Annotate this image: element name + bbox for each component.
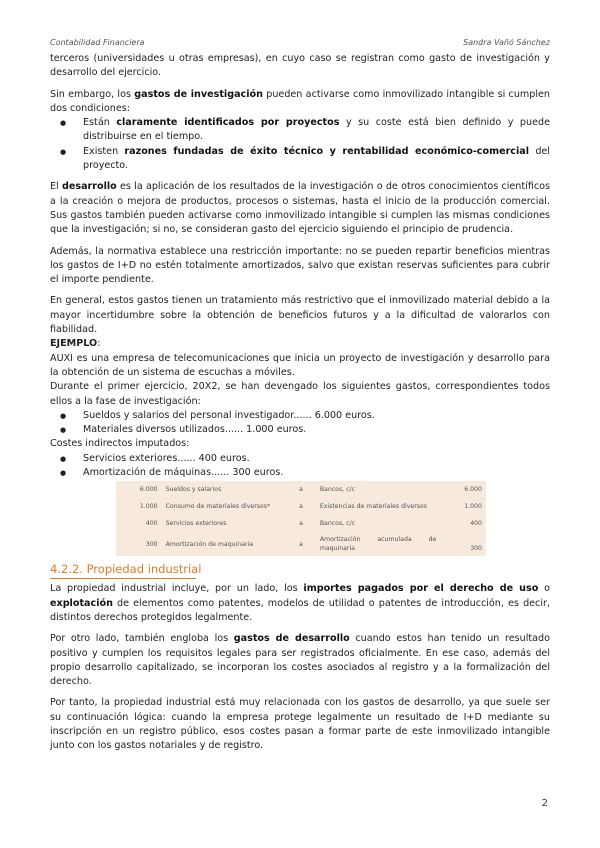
credit-amount: 1.000 [464, 503, 482, 511]
credit-account: Existencias de materiales diversos [319, 503, 428, 511]
header-author: Sandra Vañó Sánchez [463, 38, 550, 47]
conditions-list [50, 116, 550, 173]
table-row [116, 515, 486, 532]
paragraph-industrial-property: La propiedad industrial incluye, por un lado, los importes pagados por el derecho de uso o explotación de elementos como patentes, modelos de utilidad o patentes de introducción, es decir, distintos derechos protegidos legalmente. [50, 583, 550, 623]
debit-account: Consumo de materiales diversos* [165, 503, 271, 511]
section-heading: 4.2.2. Propiedad industrial [50, 562, 550, 579]
list-item: ● Existen razones fundadas de éxito técnico y rentabilidad económico-comercial del proyecto. [50, 145, 550, 174]
entry-separator: a [299, 540, 303, 548]
debit-amount: 300 [145, 540, 158, 548]
paragraph-restriction: Además, la normativa establece una restricción importante: no se pueden repartir beneficios mientras los gastos de I+D no estén totalmente amortizados, salvo que existan reservas suficientes para cubrir el importe pendiente. [50, 245, 550, 286]
example-period: Durante el primer ejercicio, 20X2, se han devengado los siguientes gastos, correspondientes todos ellos a la fase de investigación: [50, 381, 550, 407]
list-item: ● Sueldos y salarios del personal investigador...... 6.000 euros. [50, 409, 550, 423]
table-row [116, 532, 486, 556]
journal-entry-table [116, 481, 486, 556]
paragraph-development: El desarrollo es la aplicación de los resultados de la investigación o de otros conocimientos científicos a la creación o mejora de productos, procesos o sistemas, hasta el inicio de la producción comercial. Sus gastos también pueden activarse como inmovilizado intangible si cumplen las mismas condiciones que la investigación; si no, se consideran gasto del ejercicio siguiendo el principio de prudencia. [50, 181, 551, 236]
list-item: ● Servicios exteriores...... 400 euros. [50, 452, 550, 466]
indirect-costs-list [50, 452, 550, 481]
header-course-title: Contabilidad Financiera [50, 38, 145, 47]
page-body [50, 52, 550, 761]
debit-amount: 1.000 [139, 503, 158, 511]
list-item: ● Amortización de máquinas...... 300 euros. [50, 466, 550, 480]
entry-separator: a [299, 520, 303, 528]
indirect-costs-label: Costes indirectos imputados: [50, 438, 190, 450]
debit-account: Sueldos y salarios [165, 486, 222, 494]
debit-account: Amortización de maquinaria [165, 540, 254, 548]
debit-amount: 400 [145, 520, 158, 528]
debit-account: Servicios exteriores [165, 520, 227, 528]
credit-account: Bancos, c/c [319, 486, 356, 494]
paragraph-conclusion: Por tanto, la propiedad industrial está muy relacionada con los gastos de desarrollo, ya que suele ser su continuación lógica: cuando la empresa protege legalmente un resultado de I+D mediante su inscripción en un registro público, esos costes pasan a formar parte de este inmovilizado intangible junto con los gastos notariales y de registro. [50, 697, 550, 752]
credit-amount: 300 [470, 545, 482, 553]
debit-amount: 6.000 [139, 486, 158, 494]
entry-separator: a [299, 503, 303, 511]
table-row [116, 481, 486, 498]
list-item: ● Están claramente identificados por proyectos y su coste está bien definido y puede distribuirse en el tiempo. [50, 116, 550, 145]
table-row [116, 498, 486, 515]
example-heading: EJEMPLO: [50, 338, 101, 350]
credit-amount: 6.000 [464, 486, 482, 494]
credit-account: Bancos, c/c [319, 520, 356, 528]
direct-costs-list [50, 409, 550, 438]
credit-account: Amortización acumulada de maquinaria [319, 536, 437, 553]
list-item: ● Materiales diversos utilizados...... 1.000 euros. [50, 423, 550, 437]
example-intro: AUXI es una empresa de telecomunicaciones que inicia un proyecto de investigación y desarrollo para la obtención de un sistema de escuchas a móviles. [50, 352, 550, 378]
page-number: 2 [541, 798, 548, 809]
entry-separator: a [299, 486, 303, 494]
paragraph-development-costs: Por otro lado, también engloba los gastos de desarrollo cuando estos han tenido un resultado positivo y cumplen los requisitos legales para ser registrados oficialmente. En ese caso, además del propio desarrollo capitalizado, se incorporan los costes asociados al registro y a la formalización del derecho. [50, 633, 550, 688]
credit-amount: 400 [470, 520, 482, 528]
paragraph-general: En general, estos gastos tienen un tratamiento más restrictivo que el inmovilizado material debido a la mayor incertidumbre sobre la obtención de beneficios futuros y a la dificultad de valorarlos con fiabilidad. [50, 295, 550, 336]
paragraph-research-costs: Sin embargo, los gastos de investigación pueden activarse como inmovilizado intangible si cumplen dos condiciones: [50, 88, 550, 114]
paragraph-continuation: terceros (universidades u otras empresas), en cuyo caso se registran como gasto de investigación y desarrollo del ejercicio. [50, 53, 550, 79]
